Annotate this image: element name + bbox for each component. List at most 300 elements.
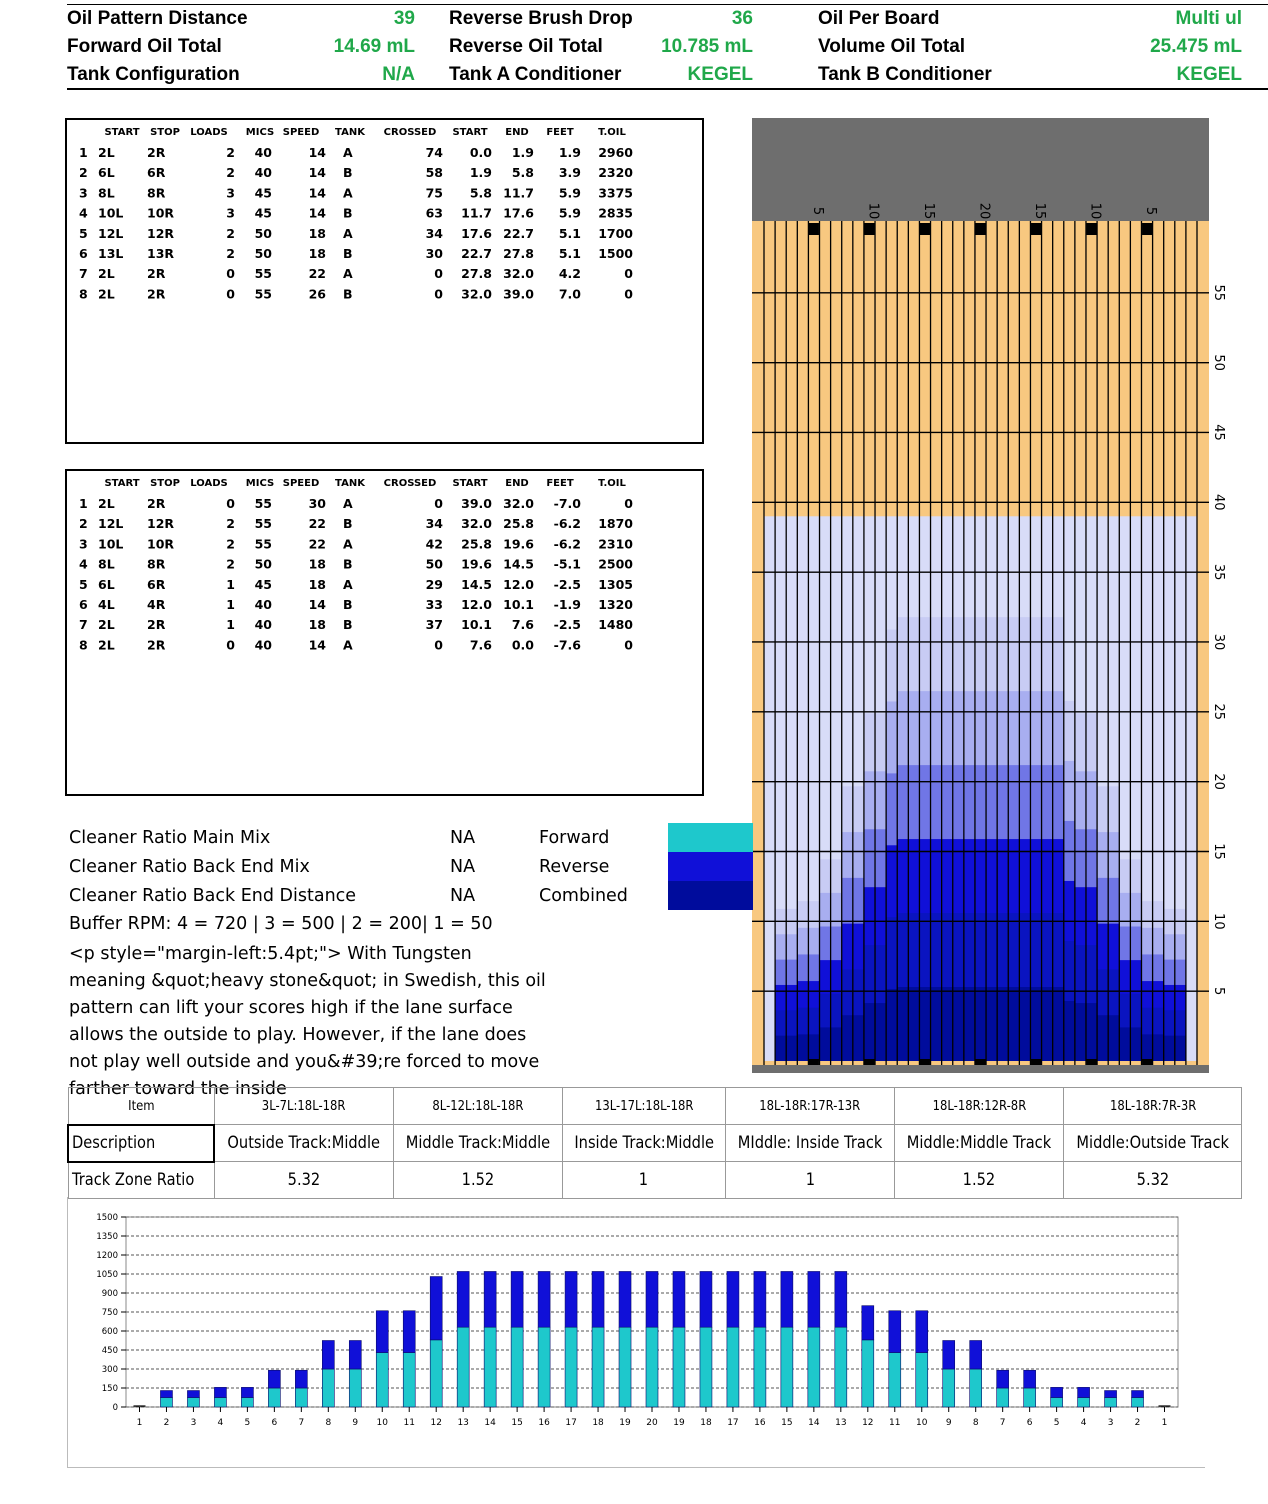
stat-value: KEGEL: [687, 64, 753, 85]
x-tick-label: 1: [136, 1418, 143, 1428]
table-cell: 1700: [598, 225, 633, 241]
table-cell: 25.8: [503, 516, 534, 532]
y-tick-label: 150: [101, 1384, 118, 1394]
table-cell: 40: [254, 145, 272, 160]
bar-reverse: [484, 1271, 496, 1327]
track-zone-table: [67, 1087, 1242, 1199]
bar-forward: [1024, 1388, 1036, 1407]
lane-distance-label: 15: [1211, 843, 1226, 860]
lane-arrow-marker: [976, 223, 986, 235]
track-zone-header-cell: 18L-18R:17R-13R: [725, 1088, 894, 1125]
table-header: MICS: [245, 127, 275, 138]
stat-row: [67, 5, 415, 33]
bar-forward: [835, 1327, 847, 1407]
bar-forward: [349, 1369, 361, 1407]
table-cell: 6: [79, 246, 88, 261]
lane-oil-board-band: [975, 987, 986, 1061]
track-zone-row-label: Description: [68, 1125, 214, 1162]
table-cell: 26: [308, 286, 326, 302]
table-cell: 12R: [147, 516, 175, 532]
table-cell: 12L: [98, 516, 124, 532]
bar-forward: [430, 1340, 442, 1407]
table-cell: 55: [254, 286, 272, 302]
bar-reverse: [457, 1271, 469, 1327]
y-tick-label: 1050: [96, 1270, 118, 1280]
table-cell: 5.9: [558, 205, 581, 221]
stat-label: Oil Pattern Distance: [67, 8, 248, 29]
bar-reverse: [214, 1387, 226, 1397]
table-cell: 2835: [598, 205, 633, 221]
bar-reverse: [646, 1271, 658, 1327]
lane-oil-board-band: [1130, 1027, 1141, 1061]
bar-forward: [241, 1398, 253, 1408]
stat-label: Forward Oil Total: [67, 36, 222, 57]
x-tick-label: 4: [217, 1418, 224, 1428]
bar-reverse: [889, 1311, 901, 1353]
lane-oil-board-band: [953, 987, 964, 1061]
table-header: TANK: [335, 478, 365, 489]
bar-forward: [943, 1369, 955, 1407]
table-cell: 2R: [147, 266, 166, 282]
table-cell: 14.5: [461, 576, 492, 592]
table-cell: 17.6: [461, 225, 492, 241]
bar-forward: [916, 1353, 928, 1407]
table-cell: 14: [308, 165, 326, 181]
cleaner-label: Cleaner Ratio Back End Mix: [69, 857, 310, 877]
x-tick-label: 9: [945, 1418, 952, 1428]
oil-per-board-chart: [67, 1197, 1205, 1468]
table-header: CROSSED: [383, 127, 437, 138]
table-cell: 0.0: [511, 637, 534, 653]
table-cell: 40: [254, 597, 272, 612]
table-cell: 8L: [98, 556, 115, 572]
table-cell: 2R: [147, 286, 166, 302]
table-cell: 0: [434, 637, 443, 653]
table-cell: 22: [308, 516, 326, 532]
table-cell: 0: [624, 637, 633, 653]
lane-arrow-marker: [864, 223, 874, 235]
table-header: LOADS: [190, 478, 228, 489]
x-tick-label: 8: [325, 1418, 332, 1428]
table-cell: 8L: [98, 185, 115, 201]
x-tick-label: 19: [619, 1418, 631, 1428]
table-cell: 18: [308, 246, 326, 261]
lane-distance-label: 10: [1211, 913, 1226, 930]
table-cell: 10L: [98, 205, 124, 221]
table-cell: 2: [226, 145, 235, 160]
lane-oil-board-band: [1075, 1003, 1086, 1061]
lane-arrow-marker: [1142, 223, 1152, 235]
bar-forward: [295, 1388, 307, 1407]
table-cell: 1: [79, 496, 88, 511]
bar-forward: [592, 1327, 604, 1407]
lane-oil-board-band: [1053, 987, 1064, 1061]
lane-oil-graph: [752, 118, 1226, 1073]
lane-distance-label: 35: [1211, 563, 1226, 581]
y-tick-label: 750: [101, 1308, 118, 1318]
table-cell: 32.0: [503, 496, 534, 511]
table-cell: B: [343, 205, 353, 221]
bar-reverse: [808, 1271, 820, 1327]
lane-oil-board-band: [1086, 1003, 1097, 1061]
x-tick-label: 8: [972, 1418, 979, 1428]
table-cell: A: [343, 576, 353, 592]
stat-label: Reverse Brush Drop: [449, 8, 633, 29]
table-cell: 2L: [98, 617, 115, 633]
legend-combined-label: Combined: [539, 886, 628, 906]
table-cell: 5.1: [558, 246, 581, 261]
table-cell: 5.9: [558, 185, 581, 201]
lane-board-label: 15: [1032, 202, 1048, 220]
lane-oil-board-band: [897, 987, 908, 1061]
bar-reverse: [430, 1277, 442, 1340]
x-tick-label: 7: [298, 1418, 305, 1428]
lane-oil-board-band: [808, 1034, 819, 1061]
table-cell: 0: [226, 266, 235, 282]
lane-oil-board-band: [997, 987, 1008, 1061]
table-cell: 50: [254, 246, 272, 261]
lane-distance-label: 25: [1211, 703, 1226, 721]
x-tick-label: 3: [190, 1418, 197, 1428]
track-zone-header-cell: 8L-12L:18L-18R: [393, 1088, 562, 1125]
x-tick-label: 13: [457, 1418, 469, 1428]
lane-oil-board-band: [1097, 1015, 1108, 1061]
lane-oil-board-band: [1164, 1036, 1175, 1061]
bar-forward: [160, 1398, 172, 1408]
y-tick-label: 1500: [96, 1213, 118, 1223]
x-tick-label: 4: [1080, 1418, 1087, 1428]
x-tick-label: 2: [1134, 1418, 1141, 1428]
lane-oil-board-band: [964, 987, 975, 1061]
table-cell: 7.6: [511, 617, 534, 633]
stat-value: 10.785 mL: [661, 36, 753, 57]
table-header: END: [505, 127, 529, 138]
table-cell: B: [343, 556, 353, 572]
table-cell: 18: [308, 225, 326, 241]
table-cell: 5.8: [469, 185, 492, 201]
table-cell: 18: [308, 556, 326, 572]
table-cell: 25.8: [461, 536, 492, 552]
lane-board-label: 20: [976, 202, 992, 220]
lane-board-label: 15: [920, 202, 936, 220]
table-cell: 29: [425, 576, 443, 592]
lane-oil-board-band: [864, 1003, 875, 1061]
table-cell: 2320: [598, 165, 633, 181]
bar-forward: [1132, 1398, 1144, 1408]
stat-value: KEGEL: [1176, 64, 1242, 85]
table-header: START: [452, 478, 488, 489]
table-cell: 33: [425, 597, 443, 612]
lane-board-label: 10: [865, 202, 881, 220]
x-tick-label: 18: [700, 1418, 712, 1428]
x-tick-label: 17: [565, 1418, 577, 1428]
table-cell: 40: [254, 637, 272, 653]
table-cell: 0: [226, 637, 235, 653]
y-tick-label: 450: [101, 1346, 118, 1356]
table-cell: B: [343, 516, 353, 532]
table-cell: 2: [226, 516, 235, 532]
bar-forward: [1051, 1398, 1063, 1408]
stat-value: 25.475 mL: [1150, 36, 1242, 57]
reverse-pattern-grid: [67, 471, 702, 794]
x-tick-label: 9: [352, 1418, 359, 1428]
table-cell: 37: [425, 617, 443, 633]
table-cell: 4R: [147, 597, 166, 612]
table-cell: 1.9: [469, 165, 492, 181]
table-cell: -6.2: [553, 536, 581, 552]
table-cell: 6L: [98, 576, 115, 592]
track-zone-cell: Middle Track:Middle: [393, 1125, 562, 1162]
table-cell: 50: [254, 225, 272, 241]
bar-reverse: [916, 1311, 928, 1353]
table-cell: 10.1: [503, 597, 534, 612]
table-cell: 1: [226, 576, 235, 592]
track-zone-row-label: Track Zone Ratio: [68, 1162, 214, 1199]
table-header: T.OIL: [598, 127, 626, 138]
table-cell: 4.2: [558, 266, 581, 282]
bar-forward: [484, 1327, 496, 1407]
table-cell: 55: [254, 516, 272, 532]
bar-forward: [970, 1369, 982, 1407]
table-cell: B: [343, 165, 353, 181]
table-cell: 14.5: [503, 556, 534, 572]
table-cell: -7.0: [553, 496, 581, 511]
bar-forward: [619, 1327, 631, 1407]
table-cell: 2L: [98, 637, 115, 653]
track-zone-header-cell: 18L-18R:7R-3R: [1064, 1088, 1242, 1125]
bar-forward: [700, 1327, 712, 1407]
table-cell: 1500: [598, 246, 633, 261]
lane-foul-band: [752, 1065, 1209, 1073]
table-cell: 1: [79, 145, 88, 160]
table-cell: 2R: [147, 496, 166, 511]
track-zone-ratio-row: [68, 1162, 1242, 1199]
x-tick-label: 11: [889, 1418, 901, 1428]
bar-forward: [646, 1327, 658, 1407]
table-cell: 22: [308, 266, 326, 282]
table-cell: 0: [624, 286, 633, 302]
stat-row: [67, 61, 415, 89]
stat-label: Tank B Conditioner: [818, 64, 992, 85]
x-tick-label: 16: [538, 1418, 550, 1428]
table-cell: 34: [425, 516, 443, 532]
table-cell: 39.0: [503, 286, 534, 302]
lane-oil-board-band: [986, 987, 997, 1061]
x-tick-label: 10: [376, 1418, 388, 1428]
table-cell: 74: [425, 145, 443, 160]
table-cell: 2: [226, 556, 235, 572]
table-cell: 50: [254, 556, 272, 572]
bar-reverse: [700, 1271, 712, 1327]
y-tick-label: 300: [101, 1365, 118, 1375]
stat-row: [67, 33, 415, 61]
cleaner-value: NA: [450, 828, 476, 848]
header-col-2: [415, 4, 763, 90]
table-cell: 55: [254, 496, 272, 511]
table-cell: 14: [308, 205, 326, 221]
lane-board-label: 5: [809, 206, 825, 216]
bar-reverse: [754, 1271, 766, 1327]
bar-forward: [403, 1353, 415, 1407]
stat-label: Tank Configuration: [67, 64, 240, 85]
table-cell: 0: [434, 266, 443, 282]
table-cell: 3: [79, 536, 88, 552]
table-header: T.OIL: [598, 478, 626, 489]
lane-oil-board-band: [853, 1015, 864, 1061]
bar-reverse: [268, 1370, 280, 1388]
bar-reverse: [1078, 1387, 1090, 1397]
table-cell: 4L: [98, 597, 115, 612]
table-cell: 45: [254, 205, 272, 221]
bar-reverse: [565, 1271, 577, 1327]
cleaner-label: Cleaner Ratio Main Mix: [69, 828, 271, 848]
table-cell: 4: [79, 556, 88, 572]
table-cell: 22: [308, 536, 326, 552]
table-cell: 27.8: [503, 246, 534, 261]
bar-forward: [376, 1353, 388, 1407]
table-cell: 2L: [98, 145, 115, 160]
lane-oil-board-band: [786, 1036, 797, 1061]
lane-distance-label: 40: [1211, 494, 1226, 511]
table-cell: 8R: [147, 556, 166, 572]
table-cell: 2L: [98, 286, 115, 302]
bar-forward: [565, 1327, 577, 1407]
bar-reverse: [376, 1311, 388, 1353]
table-cell: 0: [226, 496, 235, 511]
table-cell: A: [343, 185, 353, 201]
stat-label: Volume Oil Total: [818, 36, 966, 57]
table-cell: 12.0: [461, 597, 492, 612]
table-cell: 18: [308, 617, 326, 633]
table-cell: 0.0: [469, 145, 492, 160]
table-header: STOP: [150, 127, 180, 138]
table-header: LOADS: [190, 127, 228, 138]
table-cell: 40: [254, 617, 272, 633]
table-cell: 12L: [98, 225, 124, 241]
bar-reverse: [295, 1370, 307, 1388]
table-cell: 45: [254, 576, 272, 592]
table-cell: 2: [226, 536, 235, 552]
table-cell: 58: [425, 165, 443, 181]
track-zone-header-cell: 13L-17L:18L-18R: [562, 1088, 725, 1125]
y-tick-label: 600: [101, 1327, 118, 1337]
cleaner-ratio-backend-distance: [69, 886, 356, 906]
track-zone-cell: 5.32: [214, 1162, 393, 1199]
lane-arrow-marker: [809, 223, 819, 235]
table-cell: 14: [308, 637, 326, 653]
table-cell: A: [343, 536, 353, 552]
x-tick-label: 3: [1107, 1418, 1114, 1428]
track-zone-description-row: [68, 1125, 1242, 1162]
stat-row: [449, 61, 753, 89]
table-cell: A: [343, 266, 353, 282]
lane-oil-board-band: [1030, 987, 1041, 1061]
table-cell: 7: [79, 266, 88, 282]
lane-oil-board-band: [1119, 1027, 1130, 1061]
track-zone-cell: Outside Track:Middle: [214, 1125, 393, 1162]
bar-forward: [673, 1327, 685, 1407]
y-tick-label: 1350: [96, 1232, 118, 1242]
track-zone-cell: Middle:Outside Track: [1064, 1125, 1242, 1162]
bar-reverse: [592, 1271, 604, 1327]
table-cell: 14: [308, 597, 326, 612]
bar-reverse: [241, 1387, 253, 1397]
header-col-1: [67, 4, 415, 90]
table-cell: 1320: [598, 597, 633, 612]
lane-distance-label: 45: [1211, 424, 1226, 441]
table-cell: B: [343, 597, 353, 612]
lane-distance-label: 50: [1211, 354, 1226, 371]
track-zone-cell: 1.52: [393, 1162, 562, 1199]
table-cell: 6R: [147, 165, 166, 181]
table-cell: A: [343, 496, 353, 511]
bar-reverse: [1051, 1387, 1063, 1397]
bar-reverse: [511, 1271, 523, 1327]
stat-row: [818, 5, 1242, 33]
table-cell: 6L: [98, 165, 115, 181]
table-cell: 27.8: [461, 266, 492, 282]
x-tick-label: 6: [1026, 1418, 1033, 1428]
bar-reverse: [970, 1341, 982, 1370]
table-cell: 1.9: [511, 145, 534, 160]
table-cell: 10R: [147, 536, 175, 552]
table-cell: 2960: [598, 145, 633, 160]
bar-reverse: [322, 1341, 334, 1370]
table-cell: 22.7: [503, 225, 534, 241]
stat-row: [818, 61, 1242, 89]
table-cell: 1870: [598, 516, 633, 532]
table-cell: 5: [79, 225, 88, 241]
pattern-description: <p style="margin-left:5.4pt;"> With Tungsten meaning &quot;heavy stone&quot; in Swedish, this oil pattern can lift your scores high if the lane surface allows the outside to play. However, if the lane does not play well outside and you&#39;re forced to move farther toward the inside: [69, 944, 546, 1099]
table-cell: 8: [79, 286, 88, 302]
lane-board-label: 5: [1143, 206, 1159, 216]
x-tick-label: 17: [727, 1418, 739, 1428]
table-cell: 11.7: [503, 185, 534, 201]
legend-forward-swatch: [668, 823, 753, 852]
lane-oil-board-band: [942, 987, 953, 1061]
table-cell: 3: [226, 185, 235, 201]
track-zone-cell: Inside Track:Middle: [562, 1125, 725, 1162]
table-cell: 12.0: [503, 576, 534, 592]
x-tick-label: 2: [163, 1418, 170, 1428]
table-header: FEET: [546, 127, 574, 138]
x-tick-label: 12: [862, 1418, 874, 1428]
cleaner-value: NA: [450, 886, 476, 906]
bar-reverse: [349, 1341, 361, 1370]
cleaner-value: NA: [450, 857, 476, 877]
buffer-rpm: Buffer RPM: 4 = 720 | 3 = 500 | 2 = 200| 1 = 50: [69, 914, 493, 934]
bar-reverse: [403, 1311, 415, 1353]
table-cell: -2.5: [553, 617, 581, 633]
x-tick-label: 20: [646, 1418, 658, 1428]
table-cell: 30: [308, 496, 326, 511]
bar-forward: [808, 1327, 820, 1407]
table-header: END: [505, 478, 529, 489]
stat-value: 14.69 mL: [333, 36, 415, 57]
table-cell: 75: [425, 185, 443, 201]
table-cell: 63: [425, 205, 443, 221]
table-header: START: [104, 478, 140, 489]
track-zone-cell: Middle:Middle Track: [895, 1125, 1064, 1162]
bar-reverse: [835, 1271, 847, 1327]
track-zone-cell: 1: [562, 1162, 725, 1199]
table-cell: 1480: [598, 617, 633, 633]
lane-oil-board-band: [820, 1027, 831, 1061]
track-zone-cell: 5.32: [1064, 1162, 1242, 1199]
bar-reverse: [538, 1271, 550, 1327]
lane-oil-board-band: [875, 1003, 886, 1061]
lane-oil-board-band: [797, 1034, 808, 1061]
